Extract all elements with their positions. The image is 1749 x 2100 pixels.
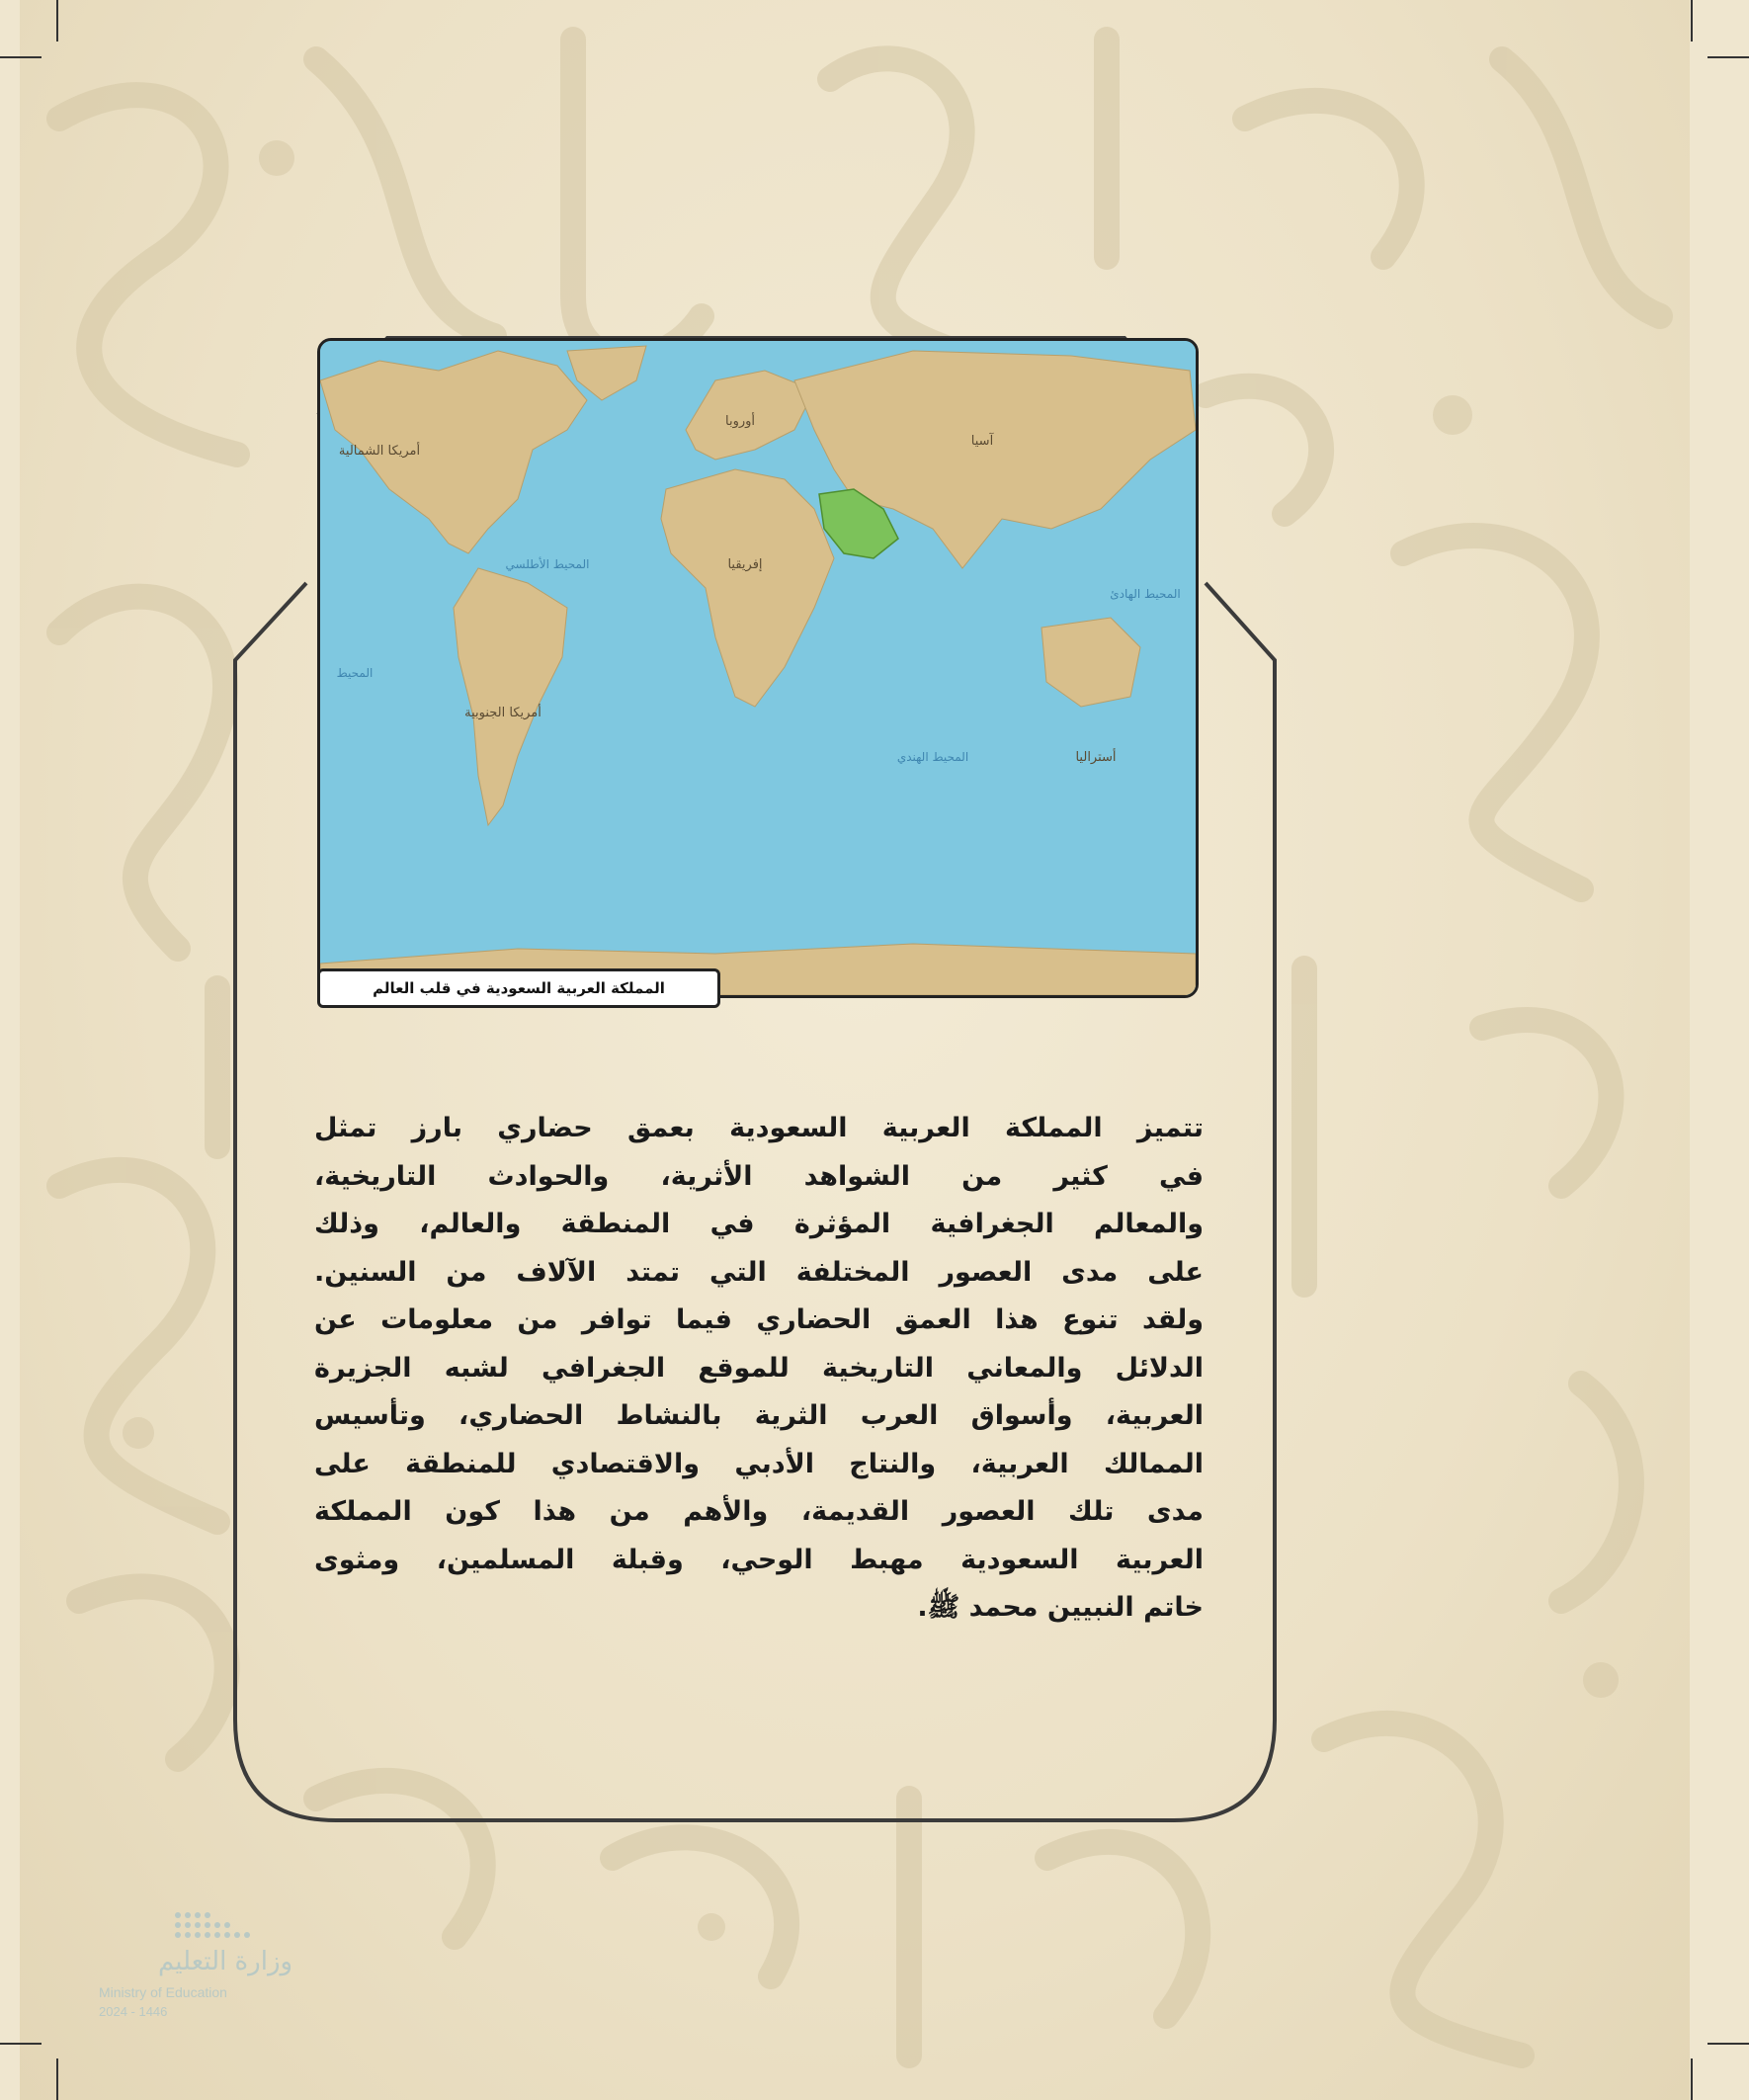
paragraph-line: الممالك العربية، والنتاج الأدبي والاقتصادي للمنطقة على xyxy=(314,1448,1204,1479)
world-map xyxy=(317,338,1199,998)
label-asia: آسيا xyxy=(970,434,994,449)
label-pacific-east: المحيط الهادئ xyxy=(1110,587,1181,601)
map-caption: المملكة العربية السعودية في قلب العالم xyxy=(317,968,720,1008)
logo-english-text: Ministry of Education xyxy=(99,1984,227,2000)
label-pacific-west: المحيط xyxy=(336,666,374,680)
logo-arabic-text: وزارة التعليم xyxy=(158,1947,293,1976)
label-africa: إفريقيا xyxy=(727,557,763,572)
paragraph-line: العربية، وأسواق العرب الثرية بالنشاط الحضاري، وتأسيس xyxy=(314,1400,1204,1431)
label-australia: أستراليا xyxy=(1075,750,1117,765)
ministry-logo xyxy=(69,1907,293,2026)
paragraph-line: الدلائل والمعاني التاريخية للموقع الجغرافي لشبه الجزيرة xyxy=(314,1352,1204,1384)
paragraph-line: في كثير من الشواهد الأثرية، والحوادث التاريخية، xyxy=(314,1160,1204,1192)
label-south-america: أمريكا الجنوبية xyxy=(464,706,541,720)
logo-dots-icon xyxy=(168,1907,267,1947)
paragraph-line: مدى تلك العصور القديمة، والأهم من هذا كون المملكة xyxy=(314,1496,1204,1527)
paragraph-line: تتميز المملكة العربية السعودية بعمق حضاري بارز تمثل xyxy=(314,1113,1204,1143)
logo-year-text: 2024 - 1446 xyxy=(99,2004,168,2019)
paragraph-line: والمعالم الجغرافية المؤثرة في المنطقة والعالم، وذلك xyxy=(314,1209,1204,1239)
world-map-svg xyxy=(320,341,1196,995)
paragraph-line: ولقد تنوع هذا العمق الحضاري فيما توافر من معلومات عن xyxy=(314,1304,1204,1335)
paragraph-line: على مدى العصور المختلفة التي تمتد الآلاف من السنين. xyxy=(314,1256,1204,1288)
label-atlantic: المحيط الأطلسي xyxy=(505,557,590,571)
paragraph-line: خاتم النبيين محمد ﷺ. xyxy=(917,1592,1204,1623)
label-europe: أوروبا xyxy=(724,414,756,429)
label-north-america: أمريكا الشمالية xyxy=(338,444,421,459)
label-indian: المحيط الهندي xyxy=(896,750,969,764)
main-paragraph xyxy=(314,1105,1204,1633)
paragraph-line: العربية السعودية مهبط الوحي، وقبلة المسلمين، ومثوى xyxy=(314,1544,1204,1575)
